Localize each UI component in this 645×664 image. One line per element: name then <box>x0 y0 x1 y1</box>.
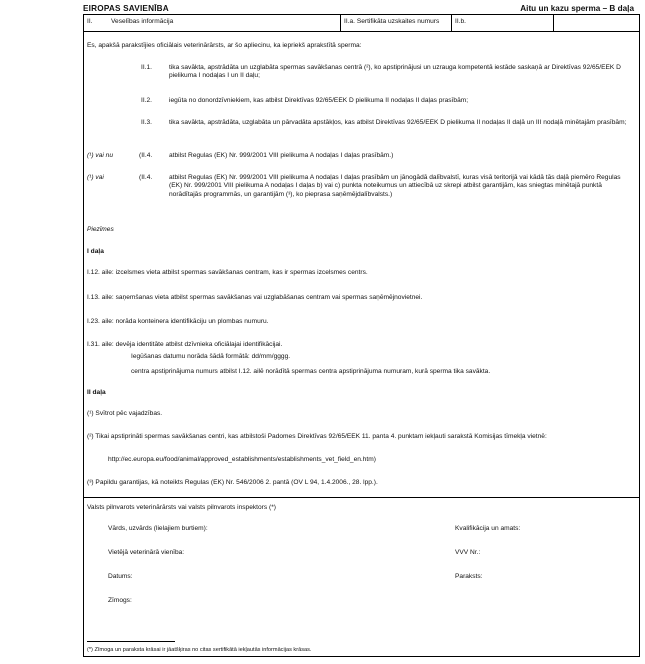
footnote-3: (³) Papildu garantijas, kā noteikts Regulas (EK) Nr. 546/2006 2. pantā (OV L 94, 1.4.2006., 28. lpp.). <box>87 479 378 486</box>
header-left-title: EIROPAS SAVIENĪBA <box>83 4 169 13</box>
footnote-2-url: http://ec.europa.eu/food/animal/approved_establishments/establishments_vet_field_en.htm) <box>108 456 376 463</box>
top-bar-divider <box>340 14 341 31</box>
vet-unit-label: Vietējā veterinārā vienība: <box>108 549 185 556</box>
section-number: II. <box>87 18 93 25</box>
notes-title: Piezīmes <box>87 226 114 233</box>
note-sub-item: Iegūšanas datumu norāda šādā formātā: dd/mm/gggg. <box>131 353 291 360</box>
footnote-1: (¹) Svītrot pēc vajadzības. <box>87 410 163 417</box>
clause-text: iegūta no donordzīvniekiem, kas atbilst Direktīvas 92/65/EEK D pielikuma II nodaļas II daļas prasībām; <box>169 97 469 104</box>
clause-number: (II.4. <box>139 174 153 181</box>
date-label: Datums: <box>108 573 133 580</box>
notes-part1-title: I daļa <box>87 248 104 255</box>
signature-footnote: (*) Zīmoga un paraksta krāsai ir jāatšķiras no citas sertifikātā iekļautās informācijas krāsas. <box>87 647 312 653</box>
signature-divider <box>83 497 640 498</box>
certificate-frame <box>83 14 640 657</box>
note-item: I.23. aile: norāda konteinera identifikāciju un plombas numuru. <box>87 318 269 325</box>
clause-prefix: (¹) vai nu <box>87 152 114 159</box>
top-bar <box>83 14 640 32</box>
clause-number: II.3. <box>141 119 152 126</box>
note-item: I.31. aile: devēja identitāte atbilst dzīvnieka oficiālajai identifikācijai. <box>87 341 283 348</box>
signature-heading: Valsts pilnvarots veterinārārsts vai valsts pilnvarots inspektors (*) <box>87 504 276 511</box>
notes-part2-title: II daļa <box>87 389 106 396</box>
clause-text: tika savākta, apstrādāta, uzglabāta un pārvadāta apstākļos, kas atbilst Direktīvas 92/65/EEK D pielikuma II nodaļas II daļā un III nodaļā minētajām prasībām; <box>169 119 627 126</box>
clause-number: II.2. <box>141 97 152 104</box>
footnote-rule <box>87 641 175 642</box>
clause-text: tika savākta, apstrādāta un uzglabāta spermas savākšanas centrā (²), ko apstiprinājusi un uzrauga kompetentā iestāde saskaņā ar Direktīvas 92/65/EEK D pielikuma I nodaļas I un II daļu; <box>169 64 621 80</box>
note-item: I.13. aile: saņemšanas vieta atbilst spermas savākšanas vai uzglabāšanas centram vai spermas saņēmējnovietnei. <box>87 294 423 301</box>
clause-number: II.1. <box>141 64 152 71</box>
clause-number: (II.4. <box>139 152 153 159</box>
name-label: Vārds, uzvārds (lielajiem burtiem): <box>108 525 208 532</box>
stamp-label: Zīmogs: <box>108 597 132 604</box>
signature-label: Paraksts: <box>455 573 483 580</box>
vvv-number-label: VVV Nr.: <box>455 549 481 556</box>
clause-text: atbilst Regulas (EK) Nr. 999/2001 VIII pielikuma A nodaļas I daļas prasībām un jānogādā dalībvalstī, kuras visā teritorijā vai kādā tās daļā piemēro Regulas (EK) Nr. 999/2001 VIII pielikuma A nodaļas I daļas b) vai c) punkta noteikumus un attiecībā uz skrepi atbilst garantijām, kas sniegtas minētajā punktā norādītajās programmās, un garantijām (³), ko pieprasa saņēmējdalībvalsts.) <box>169 174 621 198</box>
intro-text: Es, apakšā parakstījies oficiālais veterinārārsts, ar šo apliecinu, ka iepriekš aprakstītā sperma: <box>87 42 362 49</box>
clause-prefix: (¹) vai <box>87 174 104 181</box>
iib-label: II.b. <box>455 18 466 25</box>
top-bar-divider <box>553 14 554 31</box>
clause-text: atbilst Regulas (EK) Nr. 999/2001 VIII pielikuma A nodaļas I daļas prasībām.) <box>169 152 394 159</box>
note-item: I.12. aile: izcelsmes vieta atbilst spermas savākšanas centram, kas ir spermas izcelsmes centrs. <box>87 269 368 276</box>
footnote-2: (²) Tikai apstiprināti spermas savākšanas centri, kas atbilstoši Padomes Direktīvas 92/65/EEK 11. panta 4. punktam iekļauti sarakstā Komisijas tīmekļa vietnē: <box>87 433 547 440</box>
section-title: Veselības informācija <box>111 18 174 25</box>
cert-ref-label: II.a. Sertifikāta uzskaites numurs <box>344 18 440 25</box>
qualification-label: Kvalifikācija un amats: <box>455 525 521 532</box>
note-sub-item: centra apstiprinājuma numurs atbilst I.12. ailē norādītā spermas centra apstiprinājuma numuram, kurā sperma tika savākta. <box>131 368 491 375</box>
top-bar-divider <box>451 14 452 31</box>
header-right-title: Aitu un kazu sperma – B daļa <box>520 4 634 13</box>
